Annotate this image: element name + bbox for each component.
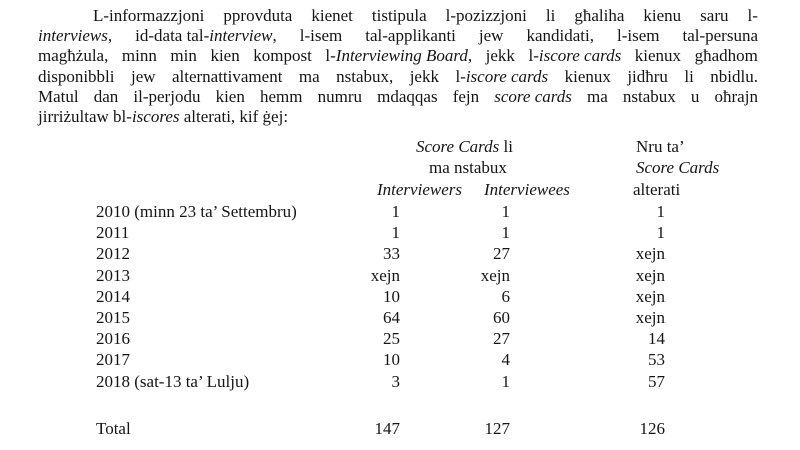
- row-year: 2016: [96, 329, 130, 348]
- text-segment: jirriżultaw bl-: [38, 106, 132, 126]
- italic-term: iscore cards: [538, 46, 622, 66]
- text-segment: li: [684, 66, 694, 86]
- row-altered: xejn: [635, 244, 665, 263]
- row-altered: 14: [648, 329, 665, 348]
- text-segment: jekk: [485, 46, 515, 66]
- row-year: 2013: [96, 266, 130, 285]
- row-altered: 53: [648, 350, 665, 369]
- text-segment: l-pozizzjoni: [445, 6, 527, 25]
- text-segment: ,: [467, 46, 473, 66]
- text-segment: L-informazzjoni: [93, 6, 205, 25]
- text-segment: tal-applikanti: [365, 26, 456, 46]
- text-segment: min: [170, 46, 197, 66]
- total-altered: 126: [639, 419, 665, 438]
- italic-term: iscore cards: [465, 66, 549, 86]
- text-segment: l-: [455, 66, 466, 86]
- text-segment: għadhom: [694, 46, 758, 66]
- italic-term: Interviewing Board: [335, 46, 468, 66]
- italic-term: score cards: [494, 86, 572, 106]
- row-interviewees: 27: [493, 329, 510, 348]
- text-segment: nstabux,: [336, 66, 394, 86]
- text-segment: alternattivament: [171, 66, 283, 86]
- row-interviewers: 3: [391, 372, 400, 391]
- text-segment: tal-persuna: [682, 26, 758, 46]
- text-segment: ma: [298, 66, 320, 86]
- text-segment: oħrajn: [714, 86, 758, 106]
- text-segment: dan: [93, 86, 119, 106]
- italic-term: interview: [209, 26, 273, 46]
- text-segment: numru: [317, 86, 362, 106]
- total-label: Total: [96, 419, 131, 438]
- text-segment: il-perjodu: [133, 86, 201, 106]
- text-segment: l-: [747, 6, 758, 25]
- text-segment: nbidlu.: [710, 66, 758, 86]
- italic-term: iscores: [131, 106, 180, 126]
- row-altered: xejn: [635, 266, 665, 285]
- row-interviewers: xejn: [370, 266, 400, 285]
- row-year: 2014: [96, 287, 130, 306]
- text-segment: magħżula,: [38, 46, 109, 66]
- text-segment: tistipula: [371, 6, 427, 25]
- row-year: 2018 (sat-13 ta’ Lulju): [96, 372, 250, 391]
- row-interviewees: 1: [501, 372, 510, 391]
- text-segment: kienu: [643, 6, 682, 25]
- text-segment: disponibbli: [38, 66, 115, 86]
- text-segment: għaliha: [574, 6, 625, 25]
- text-segment: saru: [700, 6, 729, 25]
- text-segment: kien: [215, 86, 245, 106]
- text-segment: ,: [107, 26, 113, 46]
- text-segment: ,: [272, 26, 277, 46]
- row-interviewers: 25: [383, 329, 400, 348]
- row-altered: 57: [648, 372, 665, 391]
- row-interviewers: 1: [391, 202, 400, 221]
- col-header-interviewees: Interviewees: [484, 180, 570, 199]
- row-altered: xejn: [635, 287, 665, 306]
- text-segment: l-: [528, 46, 539, 66]
- text-segment: hemm: [259, 86, 303, 106]
- row-interviewers: 10: [383, 287, 400, 306]
- group-header-line2: ma nstabux: [429, 158, 507, 177]
- row-interviewees: 1: [501, 223, 510, 242]
- text-segment: jew: [478, 26, 504, 46]
- text-segment: kandidati,: [526, 26, 594, 46]
- text-segment: jekk: [409, 66, 439, 86]
- text-segment: l-: [325, 46, 336, 66]
- row-year: 2012: [96, 244, 130, 263]
- total-interviewers: 147: [374, 419, 400, 438]
- row-altered: 1: [656, 223, 665, 242]
- total-interviewees: 127: [484, 419, 510, 438]
- text-segment: Matul: [38, 86, 79, 106]
- row-interviewers: 10: [383, 350, 400, 369]
- col-header-altered-line3: alterati: [633, 180, 681, 199]
- row-interviewees: xejn: [480, 266, 510, 285]
- text-segment: pprovduta: [223, 6, 293, 25]
- text-segment: fejn: [452, 86, 480, 106]
- group-header-line1: Score Cards li: [416, 137, 513, 156]
- row-interviewees: 4: [501, 350, 510, 369]
- col-header-altered-line1: Nru ta’: [636, 137, 685, 156]
- row-altered: xejn: [635, 308, 665, 327]
- text-segment: ma: [586, 86, 608, 106]
- row-year: 2010 (minn 23 ta’ Settembru): [96, 202, 297, 221]
- text-segment: li: [545, 6, 556, 25]
- text-segment: kien: [210, 46, 240, 66]
- row-interviewees: 1: [501, 202, 510, 221]
- text-segment: kienux: [634, 46, 682, 66]
- col-header-altered-line2: Score Cards: [636, 158, 720, 177]
- row-interviewees: 6: [501, 287, 510, 306]
- text-segment: id-data tal-: [135, 26, 210, 46]
- row-year: 2011: [96, 223, 130, 242]
- text-segment: jew: [130, 66, 156, 86]
- text-segment: nstabux: [622, 86, 676, 106]
- text-segment: u: [690, 86, 700, 106]
- row-altered: 1: [656, 202, 665, 221]
- text-segment: minn: [121, 46, 157, 66]
- text-segment: l-isem: [299, 26, 343, 46]
- row-interviewers: 64: [383, 308, 400, 327]
- text-segment: kompost: [253, 46, 312, 66]
- text-segment: l-isem: [616, 26, 660, 46]
- text-segment: kienux: [564, 66, 611, 86]
- row-interviewers: 1: [391, 223, 400, 242]
- col-header-interviewers: Interviewers: [377, 180, 462, 199]
- row-year: 2017: [96, 350, 130, 369]
- row-interviewees: 27: [493, 244, 510, 263]
- text-segment: jidħru: [627, 66, 668, 86]
- text-segment: alterati, kif ġej:: [179, 106, 289, 126]
- text-segment: kienet: [311, 6, 353, 25]
- row-interviewees: 60: [493, 308, 510, 327]
- italic-term: interviews: [38, 26, 108, 46]
- text-segment: mdaqqas: [377, 86, 438, 106]
- row-year: 2015: [96, 308, 130, 327]
- row-interviewers: 33: [383, 244, 400, 263]
